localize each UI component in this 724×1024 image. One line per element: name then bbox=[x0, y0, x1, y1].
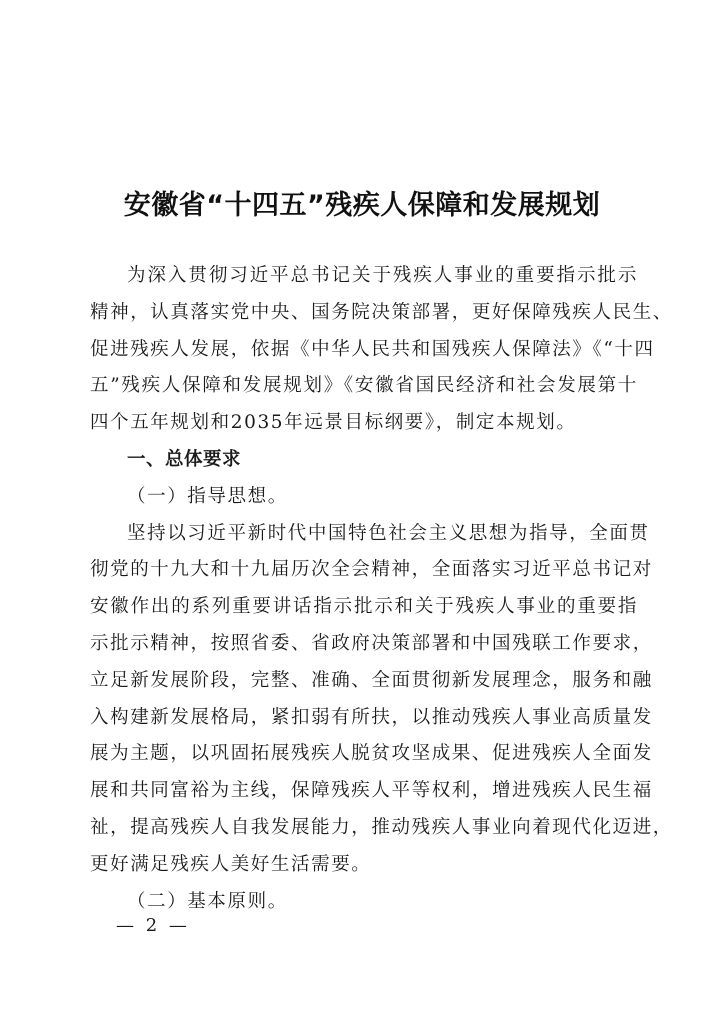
paragraph-line: 展为主题，以巩固拓展残疾人脱贫攻坚成果、促进残疾人全面发 bbox=[90, 743, 653, 765]
paragraph-line: 坚持以习近平新时代中国特色社会主义思想为指导，全面贯 bbox=[127, 522, 650, 544]
paragraph-line: 五”残疾人保障和发展规划》《安徽省国民经济和社会发展第十 bbox=[90, 375, 638, 397]
paragraph-line: 立足新发展阶段，完整、准确、全面贯彻新发展理念，服务和融 bbox=[90, 669, 653, 691]
paragraph-line: 促进残疾人发展，依据《中华人民共和国残疾人保障法》《“十四 bbox=[90, 338, 655, 360]
paragraph-line: 展和共同富裕为主线，保障残疾人平等权利，增进残疾人民生福 bbox=[90, 780, 653, 802]
page-number: — 2 — bbox=[116, 915, 190, 936]
paragraph-line: 精神，认真落实党中央、国务院决策部署，更好保障残疾人民生、 bbox=[90, 301, 673, 323]
paragraph-line: 更好满足残疾人美好生活需要。 bbox=[90, 853, 372, 875]
subsection-heading: （一）指导思想。 bbox=[127, 485, 288, 507]
document-body bbox=[90, 258, 673, 920]
paragraph-line: 四个五年规划和2035年远景目标纲要》，制定本规划。 bbox=[90, 412, 577, 434]
paragraph-line: 彻党的十九大和十九届历次全会精神，全面落实习近平总书记对 bbox=[90, 559, 653, 581]
subsection-heading: （二）基本原则。 bbox=[127, 890, 288, 912]
paragraph-line: 为深入贯彻习近平总书记关于残疾人事业的重要指示批示 bbox=[127, 265, 638, 286]
paragraph-line: 祉，提高残疾人自我发展能力，推动残疾人事业向着现代化迈进， bbox=[90, 816, 673, 838]
section-heading: 一、总体要求 bbox=[127, 448, 242, 470]
paragraph-line: 入构建新发展格局，紧扣弱有所扶，以推动残疾人事业高质量发 bbox=[90, 706, 653, 728]
paragraph-line: 示批示精神，按照省委、省政府决策部署和中国残联工作要求， bbox=[90, 632, 653, 654]
document-title: 安徽省“十四五”残疾人保障和发展规划 bbox=[123, 190, 601, 221]
paragraph-line: 安徽作出的系列重要讲话指示批示和关于残疾人事业的重要指 bbox=[90, 596, 638, 618]
